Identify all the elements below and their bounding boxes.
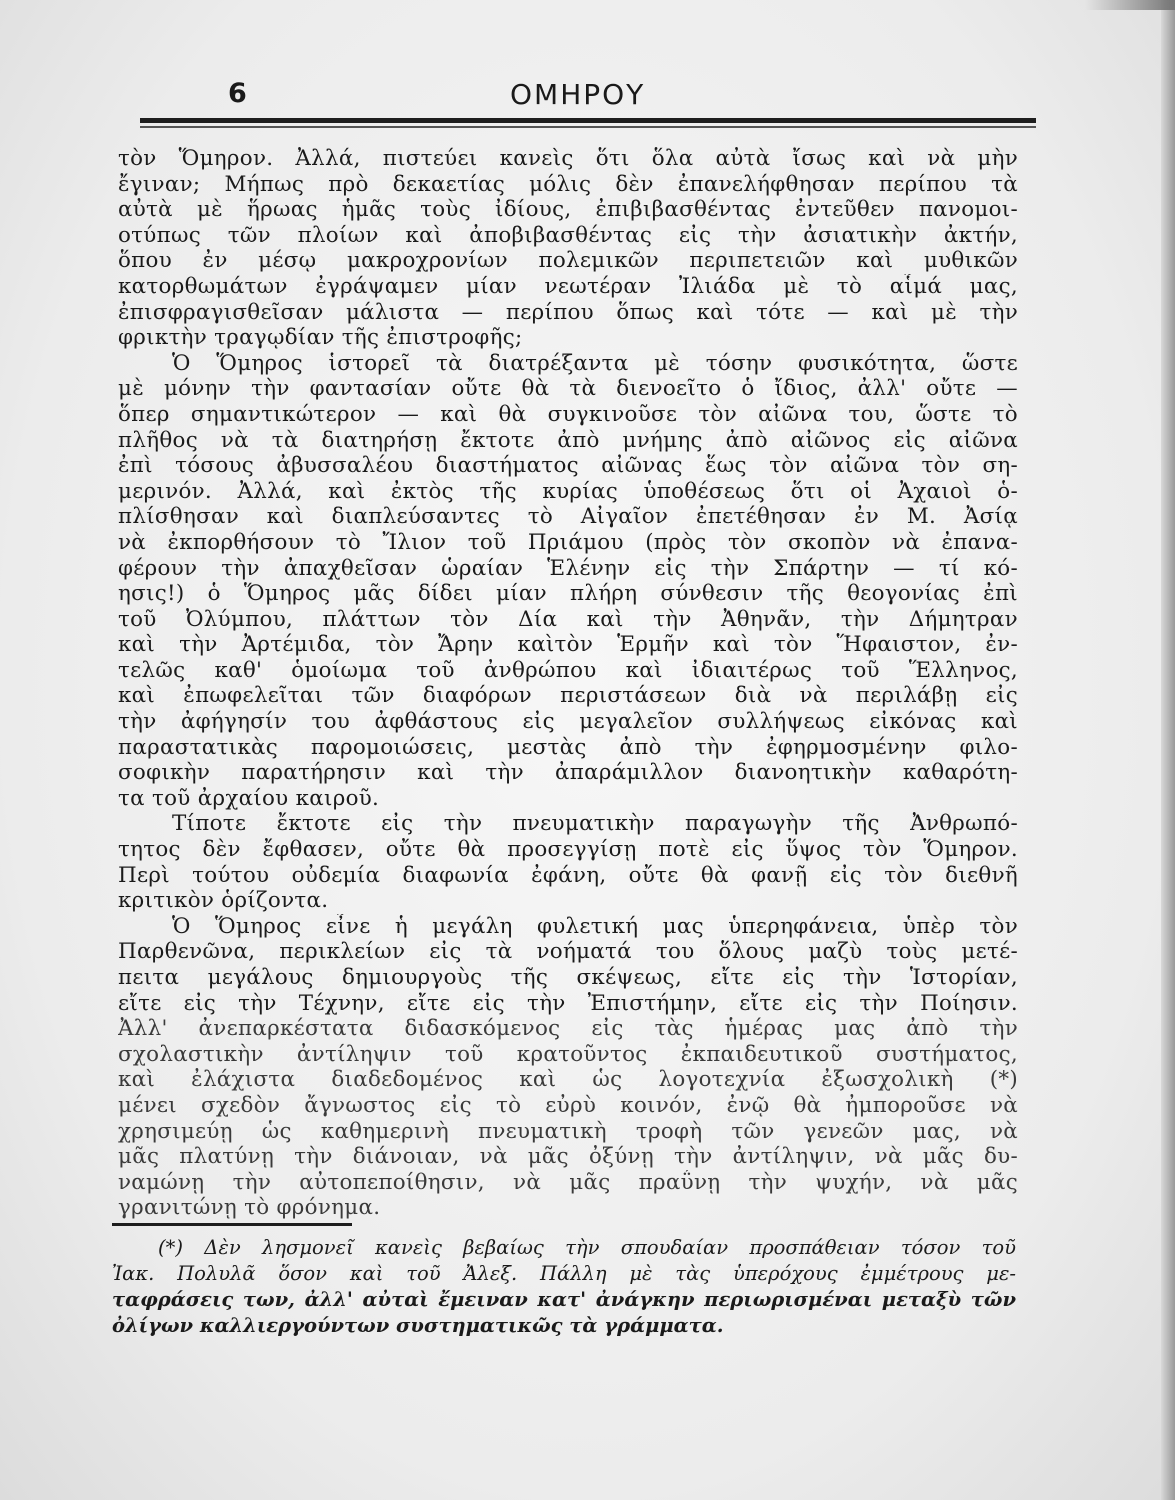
text-line: ναμώνῃ τὴν αὐτοπεποίθησιν, νὰ μᾶς πραΰνῃ τὴν ψυχήν, νὰ μᾶς <box>118 1169 1018 1195</box>
text-line: τοῦ Ὀλύμπου, πλάττων τὸν Δία καὶ τὴν Ἀθηνᾶν, τὴν Δήμητραν <box>118 606 1018 632</box>
text-line: Παρθενῶνα, περικλείων εἰς τὰ νοήματά του ὅλους μαζὺ τοὺς μετέ- <box>118 939 1018 965</box>
text-line: φρικτὴν τραγῳδίαν τῆς ἐπιστροφῆς; <box>118 325 523 351</box>
page-header <box>140 78 1040 118</box>
body-text <box>118 146 1018 1221</box>
text-line: μὲ μόνην τὴν φαντασίαν οὔτε θὰ τὰ διενοεῖτο ὁ ἴδιος, ἀλλ' οὔτε — <box>118 376 1018 402</box>
text-line: σχολαστικὴν ἀντίληψιν τοῦ κρατοῦντος ἐκπαιδευτικοῦ συστήματος, <box>118 1041 1018 1067</box>
text-line: καὶ ἐλάχιστα διαδεδομένος καὶ ὡς λογοτεχνία ἐξωσχολικὴ (*) <box>118 1067 1018 1093</box>
text-line: τὸν Ὅμηρον. Ἀλλά, πιστεύει κανεὶς ὅτι ὅλα αὐτὰ ἴσως καὶ νὰ μὴν <box>118 146 1018 171</box>
text-line: αὐτὰ μὲ ἥρωας ἡμᾶς τοὺς ἰδίους, ἐπιβιβασθέντας ἐντεῦθεν πανομοι- <box>118 197 1018 223</box>
text-line: ἐπισφραγισθεῖσαν μάλιστα — περίπου ὅπως καὶ τότε — καὶ μὲ τὴν <box>118 299 1018 325</box>
text-line: καὶ ἐπωφελεῖται τῶν διαφόρων περιστάσεων διὰ νὰ περιλάβῃ εἰς <box>118 683 1018 709</box>
paragraph-start: Ὁ Ὅμηρος ἱστορεῖ τὰ διατρέξαντα μὲ τόσην φυσικότητα, ὥστε <box>172 350 1018 376</box>
text-line: τὴν ἀφήγησίν του ἀφθάστους εἰς μεγαλεῖον συλλήψεως εἰκόνας καὶ <box>118 709 1018 735</box>
paragraph-start: Τίποτε ἔκτοτε εἰς τὴν πνευματικὴν παραγωγὴν τῆς Ἀνθρωπό- <box>172 811 1018 837</box>
text-line: εἴτε εἰς τὴν Τέχνην, εἴτε εἰς τὴν Ἐπιστήμην, εἴτε εἰς τὴν Ποίησιν. <box>118 990 1018 1016</box>
text-line: σοφικὴν παρατήρησιν καὶ τὴν ἀπαράμιλλον διανοητικὴν καθαρότη- <box>118 760 1018 786</box>
text-line: φέρουν τὴν ἀπαχθεῖσαν ὡραίαν Ἑλένην εἰς τὴν Σπάρτην — τί κό- <box>118 555 1018 581</box>
page-edge-shadow <box>1161 0 1175 1500</box>
footnote-line: Ἰακ. Πολυλᾶ ὅσον καὶ τοῦ Ἀλεξ. Πάλλη μὲ τὰς ὑπερόχους ἐμμέτρους με- <box>112 1262 1016 1285</box>
header-rule-thin <box>140 126 1036 128</box>
text-line: ὅπερ σημαντικώτερον — καὶ θὰ συγκινοῦσε τὸν αἰῶνα του, ὥστε τὸ <box>118 401 1018 427</box>
header-rule <box>140 118 1036 123</box>
text-line: καὶ τὴν Ἀρτέμιδα, τὸν Ἄρην καὶτὸν Ἑρμῆν καὶ τὸν Ἥφαιστον, ἐν- <box>118 632 1018 658</box>
text-line: πλῆθος νὰ τὰ διατηρήσῃ ἔκτοτε ἀπὸ μνήμης ἀπὸ αἰῶνος εἰς αἰῶνα <box>118 427 1018 453</box>
text-line: ησις!) ὁ Ὅμηρος μᾶς δίδει μίαν πλήρη σύνθεσιν τῆς θεογονίας ἐπὶ <box>118 581 1018 607</box>
text-line: χρησιμεύῃ ὡς καθημερινὴ πνευματικὴ τροφὴ τῶν γενεῶν μας, νὰ <box>118 1118 1018 1144</box>
text-line: τητος δὲν ἔφθασεν, οὔτε θὰ προσεγγίσῃ ποτὲ εἰς ὕψος τὸν Ὅμηρον. <box>118 837 1018 863</box>
running-title: ΟΜΗΡΟΥ <box>510 78 646 111</box>
text-line: τελῶς καθ' ὁμοίωμα τοῦ ἀνθρώπου καὶ ἰδιαιτέρως τοῦ Ἕλληνος, <box>118 657 1018 683</box>
text-line: πλίσθησαν καὶ διαπλεύσαντες τὸ Αἰγαῖον ἐπετέθησαν ἐν Μ. Ἀσίᾳ <box>118 504 1018 530</box>
text-line: νὰ ἐκπορθήσουν τὸ Ἴλιον τοῦ Πριάμου (πρὸς τὸν σκοπὸν νὰ ἐπανα- <box>118 529 1018 555</box>
footnote-line: ταφράσεις των, ἀλλ' αὐταὶ ἔμειναν κατ' ἀνάγκην περιωρισμέναι μεταξὺ τῶν <box>112 1288 1016 1311</box>
text-line: μένει σχεδὸν ἄγνωστος εἰς τὸ εὐρὺ κοινόν, ἐνῷ θὰ ἠμποροῦσε νὰ <box>118 1092 1018 1118</box>
text-line: ἐπὶ τόσους ἀβυσσαλέου διαστήματος αἰῶνας ἕως τὸν αἰῶνα τὸν ση- <box>118 453 1018 479</box>
footnote-rule <box>112 1223 352 1226</box>
footnote-line: (*) Δὲν λησμονεῖ κανεὶς βεβαίως τὴν σπουδαίαν προσπάθειαν τόσον τοῦ <box>158 1236 1016 1259</box>
text-line: πειτα μεγάλους δημιουργοὺς τῆς σκέψεως, εἴτε εἰς τὴν Ἱστορίαν, <box>118 965 1018 990</box>
text-line: μᾶς πλατύνῃ τὴν διάνοιαν, νὰ μᾶς ὀξύνῃ τὴν ἀντίληψιν, νὰ μᾶς δυ- <box>118 1144 1018 1170</box>
text-line: κριτικὸν ὁρίζοντα. <box>118 888 329 914</box>
text-line: Περὶ τούτου οὐδεμία διαφωνία ἐφάνη, οὔτε θὰ φανῇ εἰς τὸν διεθνῆ <box>118 862 1018 888</box>
text-line: κατορθωμάτων ἐγράψαμεν μίαν νεωτέραν Ἰλιάδα μὲ τὸ αἷμά μας, <box>118 273 1018 299</box>
text-line: γρανιτώνῃ τὸ φρόνημα. <box>118 1195 381 1221</box>
paragraph-start: Ὁ Ὅμηρος εἶνε ἡ μεγάλη φυλετική μας ὑπερηφάνεια, ὑπὲρ τὸν <box>172 913 1018 939</box>
text-line: τα τοῦ ἀρχαίου καιροῦ. <box>118 785 380 811</box>
footnote-line: ὀλίγων καλλιεργούντων συστηματικῶς τὰ γράμματα. <box>112 1314 724 1337</box>
text-line: παραστατικὰς παρομοιώσεις, μεστὰς ἀπὸ τὴν ἐφηρμοσμένην φιλο- <box>118 734 1018 760</box>
text-line: Ἀλλ' ἀνεπαρκέστατα διδασκόμενος εἰς τὰς ἡμέρας μας ἀπὸ τὴν <box>118 1016 1018 1042</box>
text-line: οτύπως τῶν πλοίων καὶ ἀποβιβασθέντας εἰς τὴν ἀσιατικὴν ἀκτήν, <box>118 222 1018 248</box>
page-number: 6 <box>228 78 247 109</box>
text-line: ἔγιναν; Μήπως πρὸ δεκαετίας μόλις δὲν ἐπανελήφθησαν περίπου τὰ <box>118 171 1018 197</box>
footnote <box>112 1235 1016 1339</box>
page-corner-shadow <box>1085 0 1175 10</box>
text-line: ὅπου ἐν μέσῳ μακροχρονίων πολεμικῶν περιπετειῶν καὶ μυθικῶν <box>118 248 1018 274</box>
text-line: μερινόν. Ἀλλά, καὶ ἐκτὸς τῆς κυρίας ὑποθέσεως ὅτι οἱ Ἀχαιοὶ ὁ- <box>118 478 1018 504</box>
